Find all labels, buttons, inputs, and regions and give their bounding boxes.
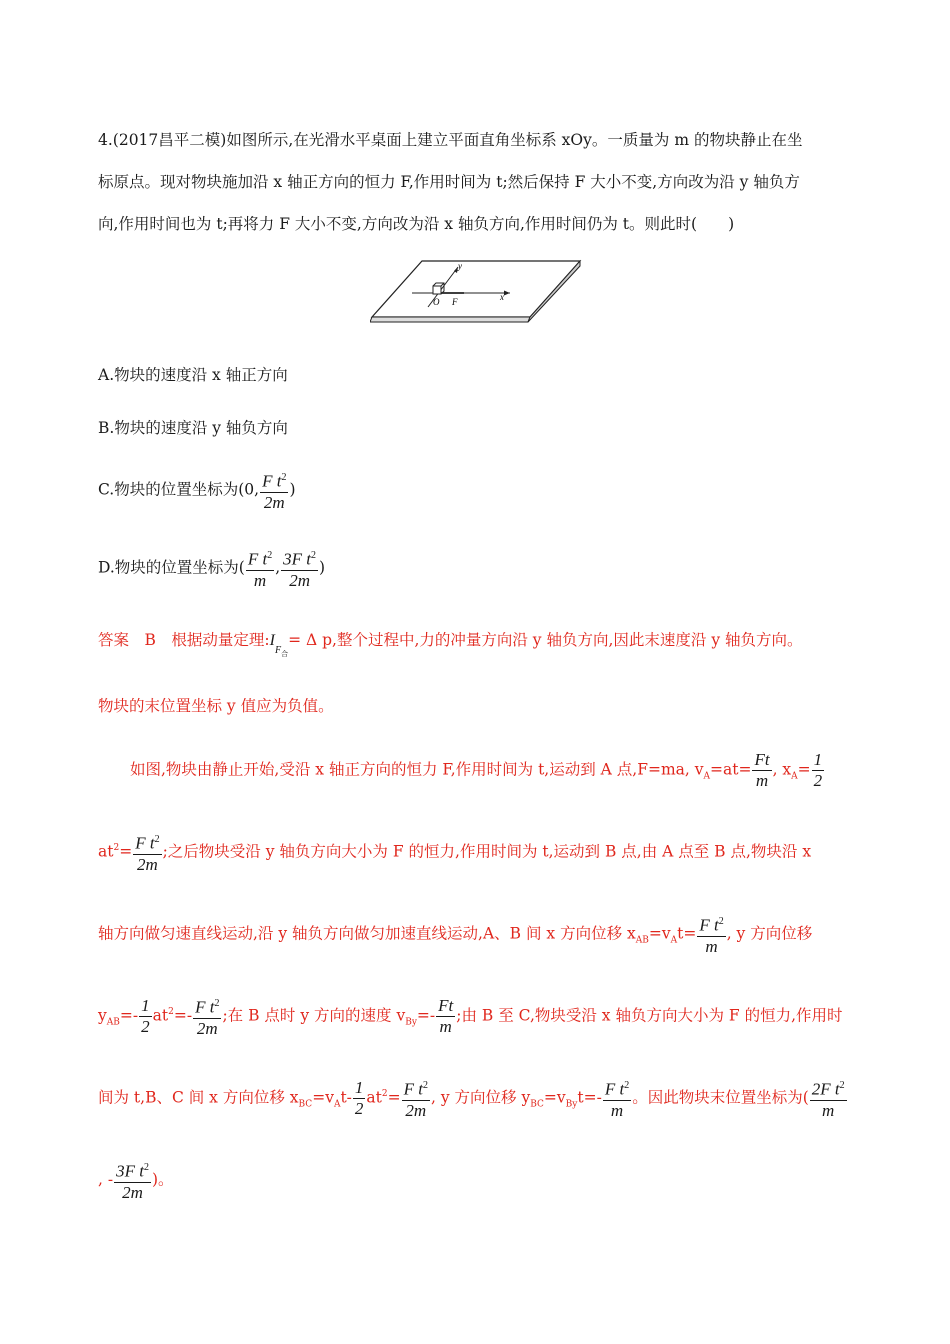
fraction-ft2-2m bbox=[193, 994, 221, 1039]
fraction-ft-m bbox=[436, 996, 455, 1037]
sub: A bbox=[670, 935, 678, 946]
fraction-ft2-m bbox=[603, 1076, 631, 1121]
text: = bbox=[119, 842, 133, 861]
text: , x bbox=[772, 760, 792, 779]
text: =- bbox=[173, 1006, 193, 1025]
text: , - bbox=[98, 1170, 114, 1189]
sub: BC bbox=[298, 1099, 313, 1110]
denominator: 2m bbox=[405, 1100, 427, 1120]
denominator: 2 bbox=[354, 1098, 364, 1118]
text: 如图,物块由静止开始,受沿 x 轴正方向的恒力 F,作用时间为 t,运动到 A 点,F=ma, v bbox=[130, 760, 704, 779]
text: , y 方向位移 y bbox=[431, 1088, 531, 1107]
text: =- bbox=[416, 1006, 436, 1025]
option-b: B.物块的速度沿 y 轴负方向 bbox=[98, 419, 288, 437]
exponent: 2 bbox=[154, 834, 160, 845]
fraction-ft2-2m bbox=[402, 1076, 430, 1121]
text: =v bbox=[648, 924, 671, 943]
text: y bbox=[98, 1006, 107, 1025]
text: t- bbox=[340, 1088, 352, 1107]
denominator: 2 bbox=[813, 771, 823, 790]
exponent: 2 bbox=[113, 843, 120, 854]
numerator: Ft bbox=[438, 995, 454, 1015]
text: , y 方向位移 bbox=[726, 924, 813, 943]
answer-line-2: 物块的末位置坐标 y 值应为负值。 bbox=[98, 697, 334, 715]
text: ;由 B 至 C,物块受沿 x 轴负方向大小为 F 的恒力,作用时 bbox=[456, 1006, 843, 1025]
numerator: F t bbox=[262, 471, 282, 491]
force-label: F bbox=[452, 297, 458, 307]
option-d-mid: , bbox=[275, 558, 281, 577]
text: 轴方向做匀速直线运动,沿 y 轴负方向做匀加速直线运动,A、B 间 x 方向位移 x bbox=[98, 924, 636, 943]
option-c bbox=[98, 468, 296, 513]
denominator: m bbox=[439, 1016, 452, 1036]
text: ;之后物块受沿 y 轴负方向大小为 F 的恒力,作用时间为 t,运动到 B 点,由 A 点至 B 点,物块沿 x bbox=[162, 842, 812, 861]
numerator: F t bbox=[699, 915, 719, 935]
origin-label: O bbox=[433, 297, 440, 307]
denominator: 2m bbox=[263, 492, 285, 512]
text: =at= bbox=[710, 760, 752, 779]
exponent: 2 bbox=[311, 550, 317, 561]
denominator: m bbox=[705, 936, 718, 956]
impulse-sub-f: F bbox=[274, 644, 282, 656]
numerator: 2F t bbox=[811, 1079, 840, 1099]
denominator: 2m bbox=[122, 1182, 143, 1202]
denominator: 2m bbox=[137, 854, 158, 874]
exponent: 2 bbox=[718, 916, 724, 927]
denominator: 2m bbox=[196, 1018, 218, 1038]
exponent: 2 bbox=[214, 998, 220, 1009]
numerator: F t bbox=[195, 997, 215, 1017]
exponent: 2 bbox=[143, 1162, 149, 1173]
sub: AB bbox=[635, 935, 649, 946]
option-d-suffix: ) bbox=[319, 558, 326, 577]
axis-label-y: y bbox=[458, 261, 462, 271]
denominator: m bbox=[822, 1100, 835, 1120]
text: = bbox=[387, 1088, 401, 1107]
axis-label-x: x bbox=[500, 292, 504, 302]
denominator: m bbox=[253, 570, 267, 590]
denominator: 2 bbox=[141, 1016, 150, 1036]
numerator: F t bbox=[247, 549, 268, 569]
answer-line-1 bbox=[98, 628, 803, 658]
text: 。因此物块末位置坐标为( bbox=[632, 1088, 809, 1107]
denominator: m bbox=[610, 1100, 624, 1120]
impulse-i: I bbox=[269, 631, 275, 649]
sub: AB bbox=[106, 1017, 120, 1028]
fraction-2ft2-m bbox=[810, 1076, 847, 1121]
question-line-2: 标原点。现对物块施加沿 x 轴正方向的恒力 F,作用时间为 t;然后保持 F 大小不变,方向改为沿 y 轴负方 bbox=[98, 173, 800, 191]
text: )。 bbox=[151, 1170, 174, 1189]
exponent: 2 bbox=[267, 550, 273, 561]
text: ;在 B 点时 y 方向的速度 v bbox=[222, 1006, 406, 1025]
coordinate-diagram bbox=[370, 255, 585, 325]
fraction-ft-m bbox=[752, 750, 771, 791]
fraction-ft2-m bbox=[246, 546, 274, 591]
sub: A bbox=[703, 771, 710, 782]
impulse-symbol bbox=[269, 631, 289, 658]
numerator: 1 bbox=[813, 750, 823, 769]
sub: By bbox=[405, 1017, 417, 1028]
numerator: 1 bbox=[354, 1077, 364, 1097]
answer-text-1: = Δ p,整个过程中,力的冲量方向沿 y 轴负方向,因此末速度沿 y 轴负方向。 bbox=[288, 631, 803, 649]
denominator: m bbox=[755, 771, 769, 790]
answer-line-5 bbox=[98, 912, 812, 957]
numerator: F t bbox=[403, 1079, 423, 1099]
numerator: 1 bbox=[141, 995, 150, 1015]
text: = bbox=[797, 760, 811, 779]
option-a: A.物块的速度沿 x 轴正方向 bbox=[98, 366, 288, 384]
question-line-1: 4.(2017昌平二模)如图所示,在光滑水平桌面上建立平面直角坐标系 xOy。一质量为 m 的物块静止在坐 bbox=[98, 131, 803, 149]
sub: By bbox=[565, 1099, 578, 1110]
answer-line-6 bbox=[98, 994, 843, 1039]
denominator: 2m bbox=[289, 570, 310, 590]
text: at bbox=[366, 1088, 382, 1107]
exponent: 2 bbox=[281, 472, 287, 483]
answer-line-8 bbox=[98, 1158, 174, 1203]
figure-table-coordinate bbox=[370, 255, 585, 329]
exponent: 2 bbox=[839, 1080, 845, 1091]
fraction-half bbox=[812, 750, 825, 791]
option-d bbox=[98, 546, 325, 591]
sub: A bbox=[791, 771, 798, 782]
text: at bbox=[98, 842, 114, 861]
fraction-ft2-2m bbox=[260, 468, 288, 513]
exponent: 2 bbox=[624, 1080, 630, 1091]
question-line-3: 向,作用时间也为 t;再将力 F 大小不变,方向改为沿 x 轴负方向,作用时间仍为 t。则此时( ) bbox=[98, 215, 735, 233]
answer-line-4 bbox=[98, 830, 811, 875]
fraction-3ft2-2m bbox=[114, 1158, 151, 1203]
text: =v bbox=[312, 1088, 334, 1107]
option-d-prefix: D.物块的位置坐标为( bbox=[98, 558, 245, 577]
fraction-ft2-m bbox=[697, 912, 725, 957]
impulse-sub-he: 合 bbox=[281, 649, 289, 658]
sub: BC bbox=[530, 1099, 544, 1110]
fraction-half bbox=[139, 996, 152, 1037]
numerator: Ft bbox=[754, 750, 770, 769]
text: at bbox=[152, 1006, 169, 1025]
fraction-half bbox=[353, 1078, 366, 1119]
text: =v bbox=[543, 1088, 566, 1107]
numerator: 3F t bbox=[283, 549, 312, 569]
numerator: F t bbox=[604, 1079, 625, 1099]
answer-line-7 bbox=[98, 1076, 848, 1121]
option-c-suffix: ) bbox=[289, 480, 296, 499]
text: t= bbox=[677, 924, 697, 943]
numerator: F t bbox=[135, 833, 155, 853]
numerator: 3F t bbox=[116, 1161, 144, 1181]
answer-line-3 bbox=[130, 750, 825, 791]
text: t=- bbox=[577, 1088, 602, 1107]
text: 间为 t,B、C 间 x 方向位移 x bbox=[98, 1088, 299, 1107]
answer-label: 答案 B 根据动量定理: bbox=[98, 631, 270, 649]
exponent: 2 bbox=[423, 1080, 428, 1091]
option-c-prefix: C.物块的位置坐标为(0, bbox=[98, 480, 260, 499]
exponent: 2 bbox=[168, 1007, 174, 1018]
fraction-ft2-2m bbox=[133, 830, 161, 875]
sub: A bbox=[333, 1099, 341, 1110]
fraction-3ft2-2m bbox=[281, 546, 318, 591]
exponent: 2 bbox=[381, 1089, 388, 1100]
text: =- bbox=[119, 1006, 139, 1025]
